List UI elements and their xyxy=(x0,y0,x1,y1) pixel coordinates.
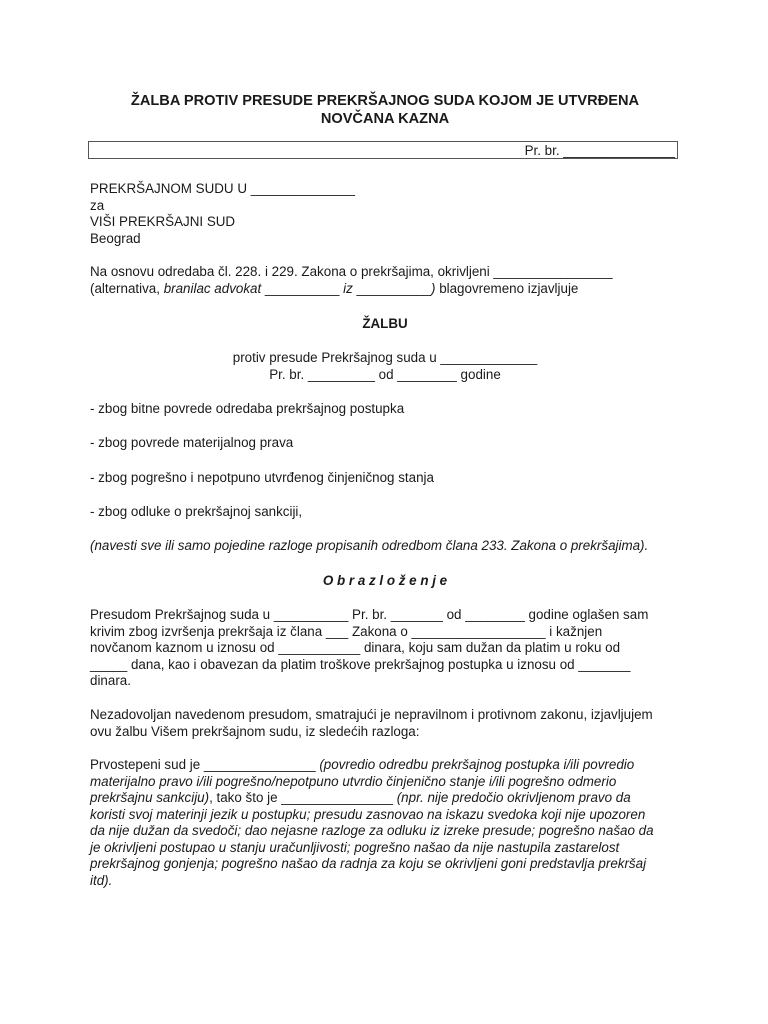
heading-obrazlozenje: O b r a z l o ž e n j e xyxy=(322,573,448,588)
address-line: VIŠI PREKRŠAJNI SUD xyxy=(90,214,236,229)
document-title xyxy=(90,92,680,128)
reason-item: - zbog odluke o prekršajnoj sankciji, xyxy=(90,504,303,519)
paragraph-2 xyxy=(90,707,680,740)
paragraph-line: prekršajnu sankciju), tako što je _______________ (npr. nije predočio okrivljenom pravo da xyxy=(90,790,631,805)
paragraph-line: Prvostepeni sud je _______________ (povredio odredbu prekršajnog postupka i/ili povredio xyxy=(90,757,635,772)
paragraph-line: Presudom Prekršajnog suda u __________ Pr. br. _______ od ________ godine oglašen sam xyxy=(90,607,649,622)
address-line: PREKRŠAJNOM SUDU U ______________ xyxy=(90,181,355,196)
reasons-note: (navesti sve ili samo pojedine razloge propisanih odredbom člana 233. Zakona o prekršajima). xyxy=(90,538,649,553)
paragraph-line: da nije dužan da svedoči; dao nejasne razloge za odluku iz izreke presude; pogrešno našao da xyxy=(90,823,654,838)
paragraph-line: _____ dana, kao i obavezan da platim troškove prekršajnog postupka u iznosu od _______ xyxy=(90,656,631,672)
against-line-2: Pr. br. _________ od ________ godine xyxy=(269,367,501,382)
paragraph-line: prekršajnog gonjenja; pogrešno našao da radnja za koju se okrivljeni goni predstavlja prekršaj xyxy=(90,856,647,871)
paragraph-line: krivim zbog izvršenja prekršaja iz člana ___ Zakona o __________________ i kažnjen xyxy=(90,623,603,639)
paragraph-line: materijalno pravo i/ili pogrešno/nepotpuno utvrdio činjenično stanje i/ili pogrešno odmerio xyxy=(90,773,617,789)
paragraph-1 xyxy=(90,607,680,690)
heading-zalbu: ŽALBU xyxy=(362,316,408,331)
paragraph-3 xyxy=(90,757,680,889)
reason-item: - zbog bitne povrede odredaba prekršajnog postupka xyxy=(90,401,405,416)
paragraph-line: novčanom kaznom u iznosu od ___________ dinara, koju sam dužan da platim u roku od xyxy=(90,640,621,655)
paragraph-line: je okrivljeni postupao u stanju uračunljivosti; pogrešno našao da nije nastupila zastarelost xyxy=(90,839,620,855)
address-line: za xyxy=(90,197,105,213)
case-number-box xyxy=(88,141,678,159)
paragraph-line: koristi svoj materinji jezik u postupku; presudu zasnovao na iskazu svedoka koji nije upozoren xyxy=(90,806,646,822)
address-line: Beograd xyxy=(90,230,141,246)
paragraph-line: itd). xyxy=(90,872,113,888)
title-line-1: ŽALBA PROTIV PRESUDE PREKRŠAJNOG SUDA KOJOM JE UTVRĐENA xyxy=(130,93,640,109)
intro-line-2: (alternativa, branilac advokat __________ iz __________) blagovremeno izjavljuje xyxy=(90,280,579,296)
paragraph-line: dinara. xyxy=(90,673,131,688)
intro-line-1: Na osnovu odredaba čl. 228. i 229. Zakona o prekršajima, okrivljeni ________________ xyxy=(90,264,613,279)
against-line-1: protiv presude Prekršajnog suda u _____________ xyxy=(232,350,538,365)
address-block xyxy=(90,181,680,247)
title-line-2: NOVČANA KAZNA xyxy=(320,111,450,127)
case-number: Pr. br. _______________ xyxy=(524,143,675,158)
paragraph-line: Nezadovoljan navedenom presudom, smatrajući je nepravilnom i protivnom zakonu, izjavljujem xyxy=(90,707,653,722)
reason-item: - zbog povrede materijalnog prava xyxy=(90,435,294,450)
paragraph-line: ovu žalbu Višem prekršajnom sudu, iz sledećih razloga: xyxy=(90,723,420,739)
reason-item: - zbog pogrešno i nepotpuno utvrđenog činjeničnog stanja xyxy=(90,470,434,485)
intro-paragraph xyxy=(90,264,680,297)
